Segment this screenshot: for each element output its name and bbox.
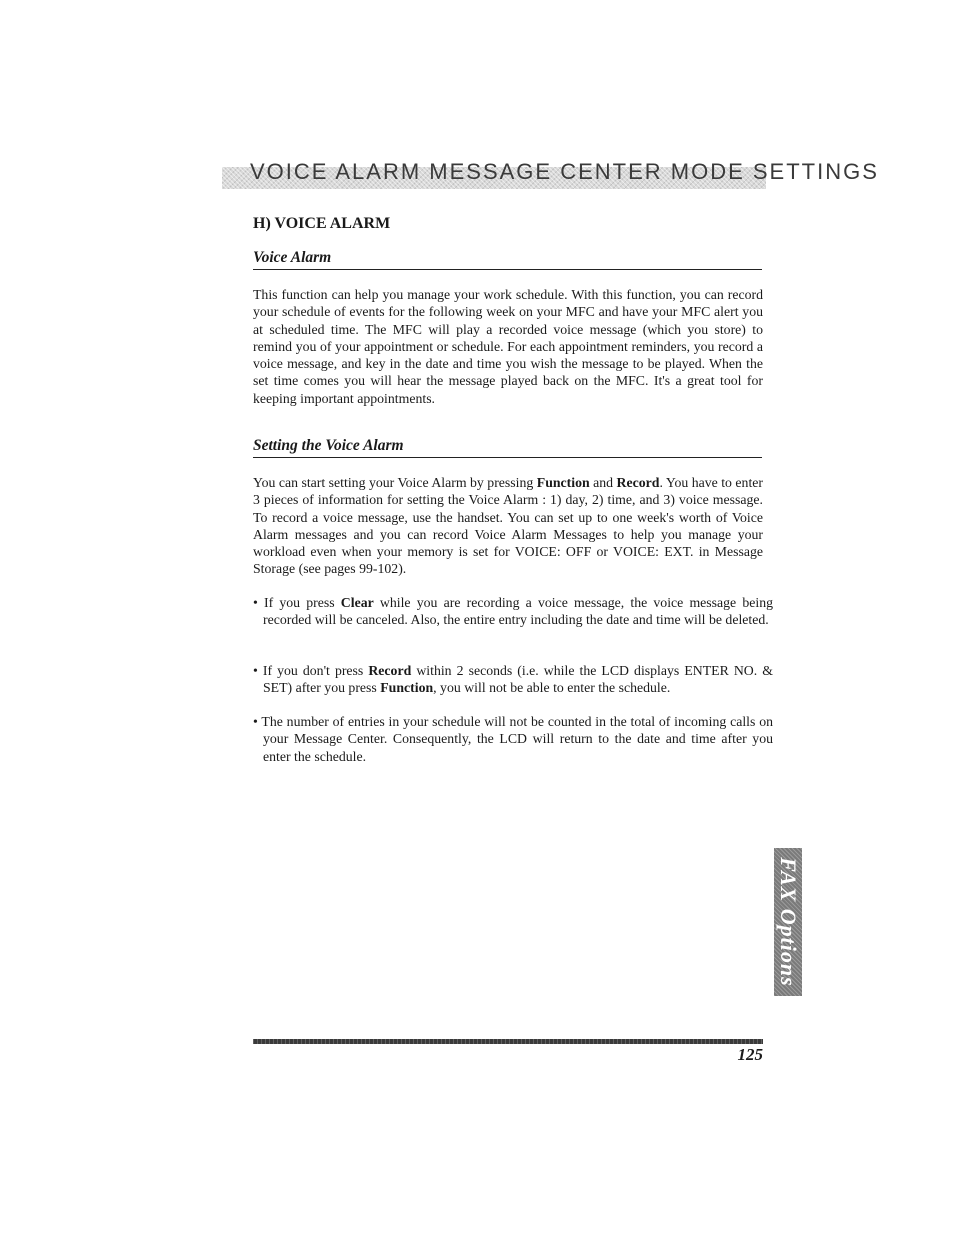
record-key-label: Record <box>368 663 412 678</box>
bullet-item-record: • If you don't press Record within 2 seconds (i.e. while the LCD displays ENTER NO. & SET) after you press Function, you will not be able to enter the schedule. <box>253 663 773 696</box>
chapter-side-tab <box>774 848 802 996</box>
setting-paragraph-text-continued: . You have to enter 3 pieces of information for setting the Voice Alarm : 1) day, 2) time, and 3) voice message. To record a voice message, use the handset. You can set up to one week's worth of Voice Alarm messages and you can record Voice Alarm Messages to help you manage your workload even when your memory is set for VOICE: OFF or VOICE: EXT. in Message Storage (see pages 99-102). <box>253 475 763 577</box>
bullet-text: , you will not be able to enter the schedule. <box>433 680 671 696</box>
clear-key-label: Clear <box>340 595 374 610</box>
function-key-label: Function <box>536 475 590 490</box>
subsection-title-setting-voice-alarm: Setting the Voice Alarm <box>253 437 762 458</box>
running-header-band <box>222 159 879 189</box>
running-header-text: VOICE ALARM MESSAGE CENTER MODE SETTINGS <box>250 159 879 184</box>
setting-paragraph-text: You can start setting your Voice Alarm by pressing <box>253 475 537 490</box>
bullet-text: within 2 seconds (i.e. while the LCD displays ENTER NO. & SET) after you press <box>263 663 773 696</box>
section-heading: H) VOICE ALARM <box>253 215 391 232</box>
conjunction-text: and <box>589 475 617 490</box>
bullet-text: The number of entries in your schedule will not be counted in the total of incoming calls on your Message Center. Consequently, the LCD will return to the date and time after you enter the schedule. <box>261 714 773 764</box>
intro-paragraph: This function can help you manage your work schedule. With this function, you can record your schedule of events for the following week on your MFC and have your MFC alert you at scheduled time. The MFC will play a recorded voice message (which you store) to remind you of your appointment or schedule. For each appointment reminders, you record a voice message, and key in the date and time you wish the message to be played. When the set time comes you will hear the message played back on the MFC. It's a great tool for keeping important appointments. <box>253 287 763 406</box>
bullet-item-clear: • If you press Clear while you are recording a voice message, the voice message being recorded will be canceled. Also, the entire entry including the date and time will be deleted. <box>253 595 774 628</box>
footer-rule <box>253 1039 763 1044</box>
bullet-text: while you are recording a voice message, the voice message being recorded will be canceled. Also, the entire entry including the date and time will be deleted. <box>263 595 774 628</box>
bullet-item-entries: • The number of entries in your schedule will not be counted in the total of incoming calls on your Message Center. Consequently, the LCD will return to the date and time after you enter the schedule. <box>253 714 773 764</box>
record-key-label: Record <box>616 475 660 490</box>
page-number: 125 <box>737 1045 763 1064</box>
function-key-label: Function <box>380 680 434 696</box>
bullet-text: If you press <box>264 595 341 610</box>
setting-paragraph <box>253 474 763 578</box>
subsection-title-voice-alarm: Voice Alarm <box>253 249 762 270</box>
chapter-tab-label: FAX Options <box>776 857 801 987</box>
bullet-text: If you don't press <box>262 663 369 678</box>
